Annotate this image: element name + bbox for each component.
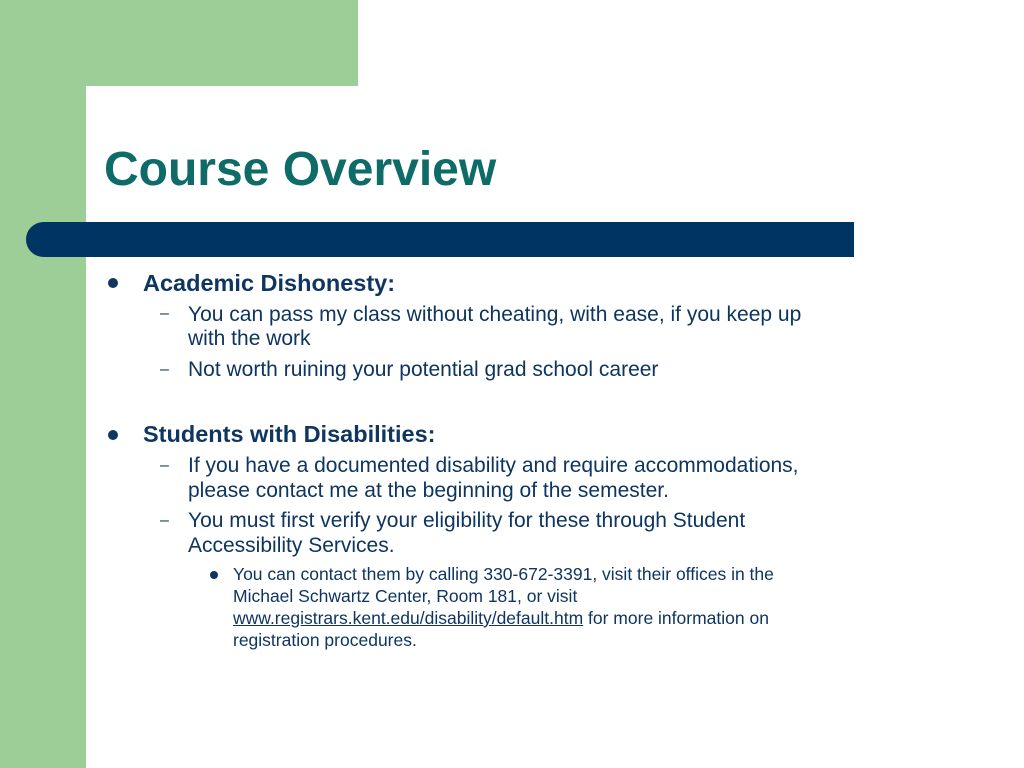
- slide-title: Course Overview: [104, 143, 497, 196]
- dash-bullet-icon: –: [160, 512, 169, 529]
- dash-bullet-icon: –: [160, 361, 169, 378]
- bullet-text: please contact me at the beginning of the semester.: [188, 479, 669, 502]
- bullet-text: You can pass my class without cheating, with ease, if you keep up: [188, 303, 802, 326]
- sub-bullet-text-after-link: for more information on: [583, 608, 769, 628]
- sub-bullet-text: [233, 607, 769, 629]
- bullet-text: Accessibility Services.: [188, 534, 395, 557]
- bullet-text: with the work: [188, 327, 311, 350]
- section-heading-academic-dishonesty: Academic Dishonesty:: [143, 270, 396, 296]
- bullet-dot-icon: [108, 278, 118, 288]
- dash-bullet-icon: –: [160, 305, 169, 322]
- sub-bullet-text: You can contact them by calling 330-672-3391, visit their offices in the: [233, 564, 774, 584]
- sub-bullet-text: registration procedures.: [233, 630, 417, 650]
- disability-services-link[interactable]: www.registrars.kent.edu/disability/default.htm: [233, 608, 584, 628]
- bullet-text: Not worth ruining your potential grad school career: [188, 358, 659, 381]
- sub-bullet-text: Michael Schwartz Center, Room 181, or visit: [233, 586, 578, 606]
- bullet-dot-icon: [210, 571, 218, 579]
- bullet-text: You must first verify your eligibility for these through Student: [188, 509, 746, 532]
- section-heading-students-with-disabilities: Students with Disabilities:: [143, 421, 436, 447]
- dash-bullet-icon: –: [160, 457, 169, 474]
- bullet-text: If you have a documented disability and require accommodations,: [188, 454, 799, 477]
- bullet-dot-icon: [108, 430, 118, 440]
